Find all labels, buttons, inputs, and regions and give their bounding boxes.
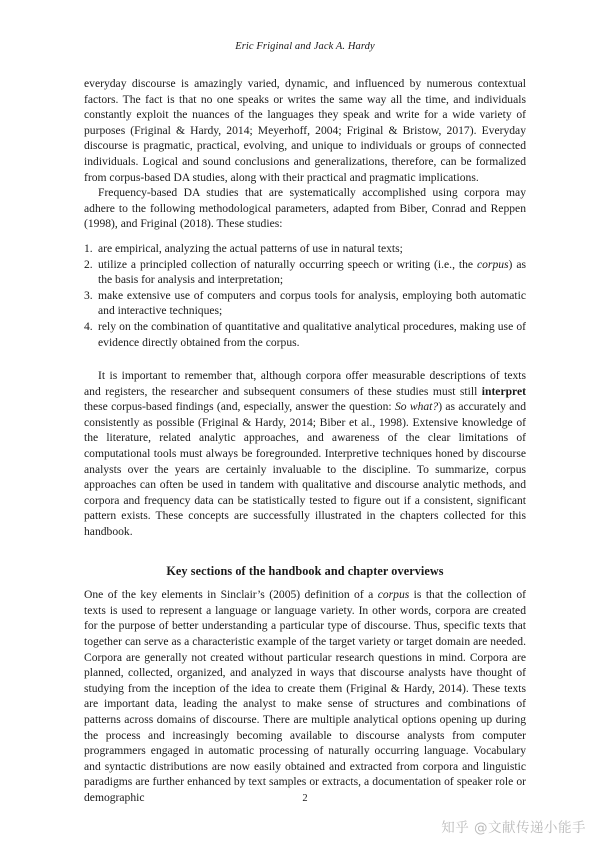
list-item-text-start: utilize a principled collection of naturally occurring speech or writing (i.e., the [98, 257, 477, 271]
page-number: 2 [302, 793, 308, 804]
list-number: 2. [84, 257, 93, 271]
paragraph-2: Frequency-based DA studies that are systematically accomplished using corpora may adhere to the following methodological parameters, adapted from Biber, Conrad and Reppen (1998), and Friginal (2018). These studies: [84, 186, 526, 231]
list-item-text: make extensive use of computers and corpus tools for analysis, employing both automatic and interactive techniques; [98, 288, 526, 318]
emphasis-corpus: corpus [476, 257, 509, 271]
list-item [84, 257, 526, 288]
paragraph-4-part-b: is that the collection of texts is used to represent a language or language variety. In other words, corpora are created for the purpose of better understanding a particular type of discourse. Thus, specific texts that together can serve as a characteristic example of the target variety or target domain are needed. Corpora are generally not created without particular research questions in mind. Corpora are planned, collected, organized, and analyzed in ways that discourse analysts have thought of studying from the inception of the idea to create them (Friginal & Hardy, 2014). These texts are important data, leading the analyst to make sense of structures and combinations of patterns across domains of discourse. There are multiple analytical options opening up during the process and increasingly becoming available to discourse analysts from computer programmers engaged in automatic processing of naturally occurring language. Vocabulary and syntactic distributions are now easily obtained and extracted from corpora and linguistic paradigms are further enhanced by text samples or extracts, a documentation of speaker role or demographic [84, 588, 526, 804]
parameter-list [84, 241, 526, 350]
paragraph-3-part-b: these corpus-based findings (and, especially, answer the question: [84, 400, 395, 414]
watermark: 知乎 @文献传递小能手 [441, 820, 586, 836]
bold-interpret: interpret [481, 384, 526, 398]
paragraph-4 [84, 587, 526, 805]
list-item [84, 241, 526, 257]
running-head: Eric Friginal and Jack A. Hardy [235, 41, 375, 52]
list-number: 1. [84, 241, 93, 255]
list-item-text: are empirical, analyzing the actual patterns of use in natural texts; [98, 241, 403, 255]
paragraph-3-part-c: ) as accurately and consistently as possible (Friginal & Hardy, 2014; Biber et al., 1998). Extensive knowledge of the literature, related analytic approaches, and awareness of the clear limitations of computational tools must always be foregrounded. Interpretive techniques honed by discourse analysts over the years are certainly invaluable to the discipline. To summarize, corpus approaches can often be used in tandem with qualitative and discourse analytic methods, and corpora and frequency data can be statistically tested to figure out if a consistent, significant pattern exists. These concepts are successfully illustrated in the chapters collected for this handbook. [84, 400, 526, 539]
list-item-text: rely on the combination of quantitative and qualitative analytical procedures, making use of evidence directly obtained from the corpus. [98, 319, 526, 349]
paragraph-3 [84, 368, 526, 540]
paragraph-3-part-a: It is important to remember that, although corpora offer measurable descriptions of texts and registers, the researcher and subsequent consumers of these studies must still [84, 369, 526, 398]
list-number: 3. [84, 288, 93, 302]
paragraph-4-part-a: One of the key elements in Sinclair’s (2005) definition of a [84, 588, 378, 602]
body-text [84, 76, 526, 806]
section-heading: Key sections of the handbook and chapter overviews [166, 563, 444, 578]
list-item [84, 319, 526, 350]
list-item [84, 288, 526, 319]
list-item-text-end: ) as the basis for analysis and interpretation; [98, 257, 526, 287]
emphasis-corpus: corpus [377, 588, 410, 602]
list-number: 4. [84, 319, 93, 333]
emphasis-so-what: So what? [394, 400, 439, 414]
paragraph-1: everyday discourse is amazingly varied, dynamic, and influenced by numerous contextual factors. The fact is that no one speaks or writes the same way all the time, and individuals constantly exploit the nuances of the languages they speak and write for a wide variety of purposes (Friginal & Hardy, 2014; Meyerhoff, 2004; Friginal & Bristow, 2017). Everyday discourse is pragmatic, practical, evolving, and unique to individuals or groups of connected individuals. Logical and sound conclusions and generalizations, therefore, can be formalized from corpus-based DA studies, along with their practical and pragmatic implications. [84, 77, 526, 184]
